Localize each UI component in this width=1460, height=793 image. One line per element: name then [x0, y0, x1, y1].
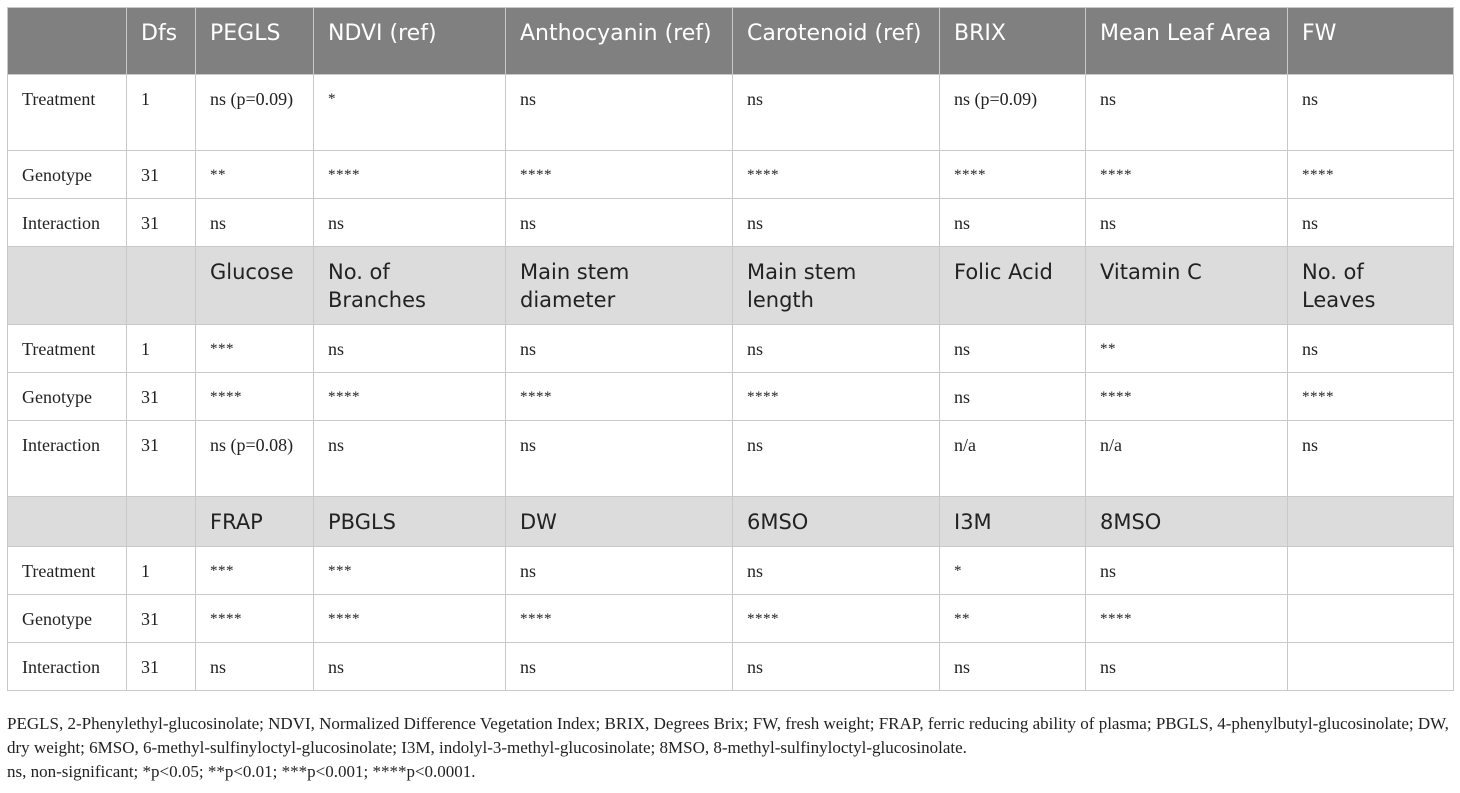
dfs-cell: 31 [127, 643, 196, 691]
table-cell: ** [1086, 325, 1288, 373]
table-cell: ns (p=0.09) [196, 75, 314, 151]
table-cell: ns [196, 643, 314, 691]
table-cell: ns [940, 199, 1086, 247]
table-row [8, 595, 1454, 643]
header-cell [8, 8, 127, 75]
subheader-cell: Glucose [196, 247, 314, 325]
table-cell: ns [1288, 199, 1454, 247]
dfs-cell: 1 [127, 75, 196, 151]
header-cell: Carotenoid (ref) [733, 8, 940, 75]
table-cell: ns [733, 421, 940, 497]
subheader-row [8, 247, 1454, 325]
header-cell: FW [1288, 8, 1454, 75]
table-cell: **** [940, 151, 1086, 199]
header-cell: NDVI (ref) [314, 8, 506, 75]
subheader-cell: No. of Leaves [1288, 247, 1454, 325]
dfs-cell: 31 [127, 421, 196, 497]
table-cell: ns [1086, 547, 1288, 595]
subheader-cell: FRAP [196, 497, 314, 547]
table-row [8, 75, 1454, 151]
table-cell: ns [940, 643, 1086, 691]
table-cell: ** [940, 595, 1086, 643]
table-cell: **** [733, 373, 940, 421]
table-cell: n/a [940, 421, 1086, 497]
table-row [8, 373, 1454, 421]
subheader-cell: Main stem length [733, 247, 940, 325]
subheader-cell: Vitamin C [1086, 247, 1288, 325]
table-cell: ns [733, 643, 940, 691]
table-cell: **** [1086, 373, 1288, 421]
table-cell: **** [506, 595, 733, 643]
table-cell: *** [196, 547, 314, 595]
row-label: Treatment [8, 75, 127, 151]
header-cell: BRIX [940, 8, 1086, 75]
subheader-cell: PBGLS [314, 497, 506, 547]
table-cell: ns [733, 75, 940, 151]
table-cell: **** [1288, 151, 1454, 199]
table-cell: ns [314, 643, 506, 691]
subheader-cell: No. of Branches [314, 247, 506, 325]
subheader-cell [127, 247, 196, 325]
subheader-cell: Main stem diameter [506, 247, 733, 325]
table-cell: *** [314, 547, 506, 595]
table-cell [1288, 547, 1454, 595]
header-cell: PEGLS [196, 8, 314, 75]
table-cell: **** [196, 373, 314, 421]
table-cell: ns [1086, 75, 1288, 151]
table-cell: **** [314, 595, 506, 643]
table-cell: **** [506, 151, 733, 199]
table-cell: ns [314, 421, 506, 497]
table-cell: **** [1086, 595, 1288, 643]
header-cell: Anthocyanin (ref) [506, 8, 733, 75]
table-cell: **** [1086, 151, 1288, 199]
dfs-cell: 31 [127, 199, 196, 247]
subheader-cell [1288, 497, 1454, 547]
table-cell: **** [506, 373, 733, 421]
table-cell: **** [733, 595, 940, 643]
table-cell: ns [1288, 421, 1454, 497]
row-label: Interaction [8, 421, 127, 497]
table-cell: ** [196, 151, 314, 199]
table-cell: ns [733, 199, 940, 247]
row-label: Interaction [8, 643, 127, 691]
table-cell: ns [1086, 643, 1288, 691]
table-cell: ns [506, 643, 733, 691]
table-cell: **** [314, 151, 506, 199]
table-cell: **** [196, 595, 314, 643]
table-cell: ns [1086, 199, 1288, 247]
table-row [8, 199, 1454, 247]
subheader-cell [8, 247, 127, 325]
significance-note: ns, non-significant; *p<0.05; **p<0.01; ***p<0.001; ****p<0.0001. [7, 762, 476, 781]
header-cell: Dfs [127, 8, 196, 75]
table-cell: ns [506, 75, 733, 151]
table-row [8, 643, 1454, 691]
subheader-cell: 8MSO [1086, 497, 1288, 547]
table-cell: *** [196, 325, 314, 373]
table-cell: n/a [1086, 421, 1288, 497]
table-cell: ns [506, 421, 733, 497]
table-cell: ns [1288, 325, 1454, 373]
table-cell [1288, 643, 1454, 691]
table-cell: ns [314, 199, 506, 247]
row-label: Genotype [8, 373, 127, 421]
header-cell: Mean Leaf Area [1086, 8, 1288, 75]
table-cell: ns [940, 325, 1086, 373]
row-label: Treatment [8, 547, 127, 595]
table-cell: ns [1288, 75, 1454, 151]
subheader-cell [8, 497, 127, 547]
dfs-cell: 31 [127, 151, 196, 199]
table-cell: ns [733, 325, 940, 373]
table-row [8, 547, 1454, 595]
table-cell [1288, 595, 1454, 643]
table-footnote [7, 712, 1453, 784]
table-cell: **** [314, 373, 506, 421]
table-cell: **** [733, 151, 940, 199]
dfs-cell: 31 [127, 595, 196, 643]
dfs-cell: 31 [127, 373, 196, 421]
table-cell: * [314, 75, 506, 151]
table-cell: ns [506, 325, 733, 373]
table-row [8, 421, 1454, 497]
subheader-cell [127, 497, 196, 547]
row-label: Genotype [8, 151, 127, 199]
anova-table [7, 7, 1454, 691]
table-row [8, 151, 1454, 199]
row-label: Interaction [8, 199, 127, 247]
subheader-row [8, 497, 1454, 547]
subheader-cell: I3M [940, 497, 1086, 547]
dfs-cell: 1 [127, 325, 196, 373]
table-cell: ns [733, 547, 940, 595]
table-cell: ns [196, 199, 314, 247]
subheader-cell: 6MSO [733, 497, 940, 547]
table-row [8, 325, 1454, 373]
dfs-cell: 1 [127, 547, 196, 595]
table-cell: ns [940, 373, 1086, 421]
row-label: Genotype [8, 595, 127, 643]
table-cell: ns (p=0.08) [196, 421, 314, 497]
table-cell: **** [1288, 373, 1454, 421]
row-label: Treatment [8, 325, 127, 373]
table-cell: ns [506, 199, 733, 247]
subheader-cell: DW [506, 497, 733, 547]
table-header-row [8, 8, 1454, 75]
table-cell: ns (p=0.09) [940, 75, 1086, 151]
table-cell: ns [314, 325, 506, 373]
subheader-cell: Folic Acid [940, 247, 1086, 325]
abbreviations-note: PEGLS, 2-Phenylethyl-glucosinolate; NDVI, Normalized Difference Vegetation Index; BRIX, Degrees Brix; FW, fresh weight; FRAP, ferric reducing ability of plasma; PBGLS, 4-phenylbutyl-glucosinolate; DW, dry weight; 6MSO, 6-methyl-sulfinyloctyl-glucosinolate; I3M, indolyl-3-methyl-glucosinolate; 8MSO, 8-methyl-sulfinyloctyl-glucosinolate. [7, 714, 1449, 757]
table-cell: ns [506, 547, 733, 595]
table-cell: * [940, 547, 1086, 595]
